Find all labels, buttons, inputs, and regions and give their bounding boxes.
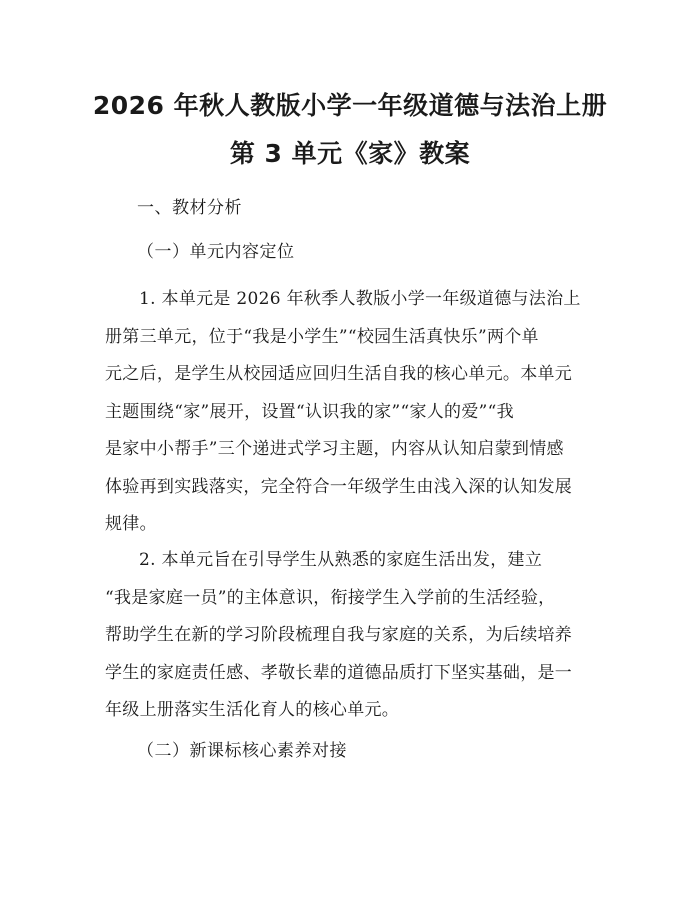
- paragraph-1-line: 册第三单元，位于“我是小学生”“校园生活真快乐”两个单: [105, 326, 539, 347]
- paragraph-1-line: 1. 本单元是 2026 年秋季人教版小学一年级道德与法治上: [139, 289, 581, 309]
- subsection-heading-curriculum-standards: （二）新课标核心素养对接: [137, 741, 347, 761]
- paragraph-2-line: 2. 本单元旨在引导学生从熟悉的家庭生活出发，建立: [139, 550, 543, 570]
- paragraph-1-line: 主题围绕“家”展开，设置“认识我的家”“家人的爱”“我: [105, 401, 514, 422]
- paragraph-1: [105, 281, 595, 544]
- paragraph-1-line: 规律。: [105, 514, 157, 534]
- paragraph-2-line: “我是家庭一员”的主体意识，衔接学生入学前的生活经验，: [105, 587, 556, 608]
- paragraph-2-line: 学生的家庭责任感、孝敬长辈的道德品质打下坚实基础，是一: [105, 662, 573, 683]
- document-title-line-2: 第 3 单元《家》教案: [229, 139, 471, 168]
- subsection-heading-unit-positioning: （一）单元内容定位: [137, 242, 295, 262]
- section-heading-textbook-analysis: 一、教材分析: [137, 198, 242, 218]
- paragraph-1-line: 元之后，是学生从校园适应回归生活自我的核心单元。本单元: [105, 364, 573, 384]
- paragraph-2-line: 帮助学生在新的学习阶段梳理自我与家庭的关系，为后续培养: [105, 625, 573, 645]
- paragraph-2: [105, 542, 595, 730]
- paragraph-1-line: 体验再到实践落实，完全符合一年级学生由浅入深的认知发展: [105, 476, 573, 497]
- document-title-line-1: 2026 年秋人教版小学一年级道德与法治上册: [92, 91, 608, 120]
- paragraph-1-line: 是家中小帮手”三个递进式学习主题，内容从认知启蒙到情感: [105, 439, 564, 459]
- paragraph-2-line: 年级上册落实生活化育人的核心单元。: [105, 700, 400, 720]
